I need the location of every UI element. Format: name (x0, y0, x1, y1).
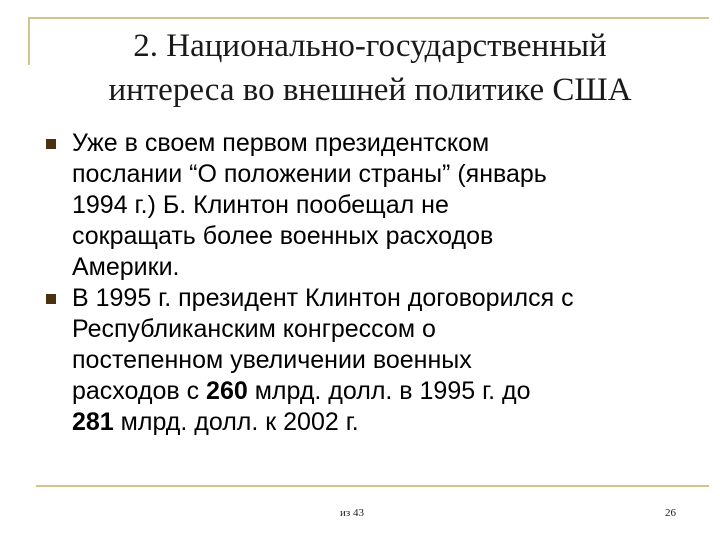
frame-top-line (28, 17, 709, 19)
bullet-2-line-4 (72, 376, 686, 407)
square-bullet-icon (46, 139, 56, 149)
bullet-2-line-4-start: расходов с (72, 377, 207, 405)
title-line-2: интереса во внешней политике США (108, 72, 632, 108)
bullet-1-line-4: сокращать более военных расходов (72, 222, 494, 250)
title-line-1: 2. Национально-государственный (133, 28, 607, 64)
bullet-1-line-3: 1994 г.) Б. Клинтон пообещал не (72, 191, 449, 219)
page-number: 26 (665, 507, 676, 519)
bullet-2-line-5 (72, 407, 686, 438)
bullet-2-value-260: 260 (206, 377, 248, 405)
bullet-2-line-4-end: млрд. долл. в 1995 г. до (247, 377, 531, 405)
bullet-1-line-2: послании “О положении страны” (январь (72, 160, 547, 188)
bullet-2-line-5-end: млрд. долл. к 2002 г. (113, 408, 359, 436)
bullet-2-line-3: постепенном увеличении военных (72, 346, 472, 374)
bullet-2-line-1: В 1995 г. президент Клинтон договорился с (72, 284, 574, 312)
bullet-2-value-281: 281 (72, 408, 114, 436)
frame-left-line (28, 17, 30, 65)
bullet-text-2 (72, 283, 686, 438)
bullet-list (46, 128, 686, 438)
bullet-2-line-2: Республиканским конгрессом о (72, 315, 436, 343)
bullet-item-2 (46, 283, 686, 438)
slide-title (40, 24, 700, 112)
bullet-1-line-5: Америки. (72, 253, 180, 281)
footer-slide-count: из 43 (340, 507, 364, 519)
bullet-1-line-1: Уже в своем первом президентском (72, 129, 490, 157)
bullet-item-1 (46, 128, 686, 283)
bullet-text-1 (72, 128, 686, 283)
square-bullet-icon (46, 294, 56, 304)
footer-line (36, 485, 709, 487)
